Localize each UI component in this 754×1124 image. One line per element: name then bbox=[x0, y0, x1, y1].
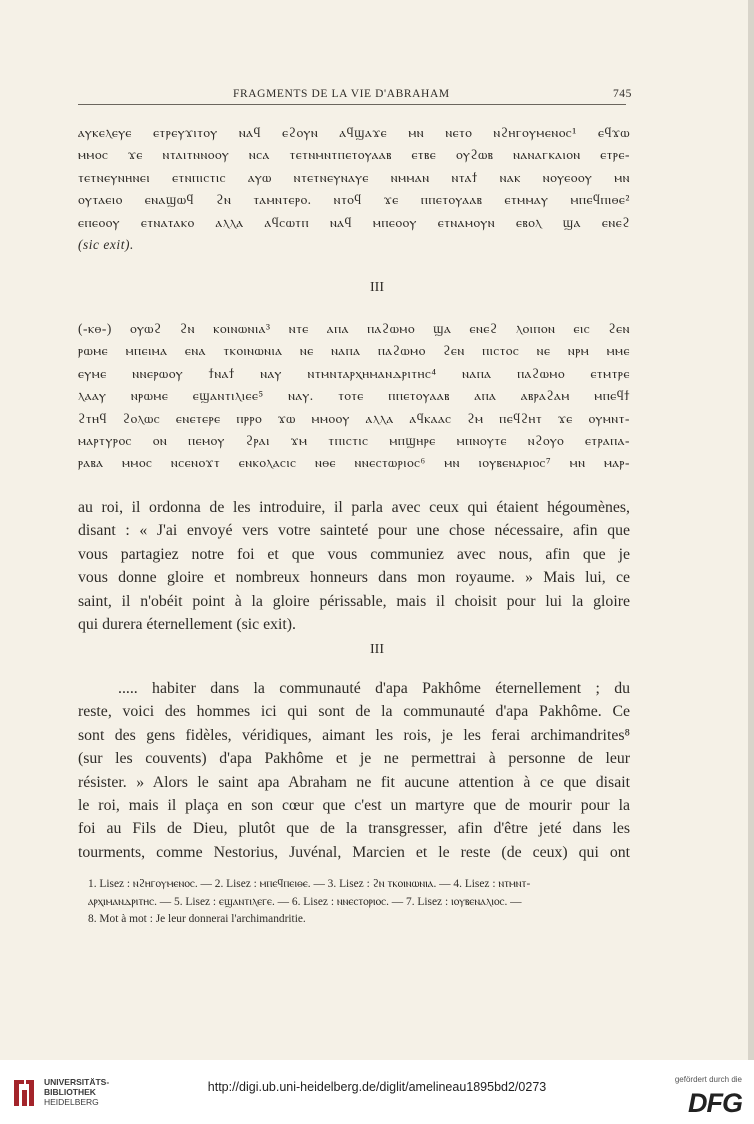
coptic-line: ⲣⲱⲙⲉ ⲙⲡⲉⲓⲙⲁ ⲉⲛⲁ ⲧⲕⲟⲓⲛⲱⲛⲓⲁ ⲛⲉ ⲛⲁⲡⲁ ⲡⲁϩⲱⲙⲟ ϩⲉⲛ ⲡⲓⲥⲧⲟⲥ ⲛⲉ ⲛⲣⲙ ⲙⲙⲉ bbox=[78, 343, 630, 359]
permalink-url[interactable]: http://digi.ub.uni-heidelberg.de/diglit/amelineau1895bd2/0273 bbox=[207, 1080, 547, 1094]
french-line: disant : « J'ai envoyé vers votre sainteté pour une chose nécessaire, afin que bbox=[78, 522, 630, 540]
dfg-logo: DFG bbox=[688, 1088, 742, 1118]
french-line: le roi, mais il plaça en son cœur que c'est un martyre que de mourir pour la bbox=[78, 797, 630, 815]
french-line: vous partagiez notre foi et que vous communiez avec nous, afin que je bbox=[78, 545, 630, 563]
french-translation-block-1 bbox=[78, 496, 630, 636]
coptic-line: (sic exit). bbox=[78, 237, 134, 253]
running-title: FRAGMENTS DE LA VIE D'ABRAHAM bbox=[233, 88, 450, 100]
coptic-line: ⲗⲁⲁⲩ ⲛⲣⲱⲙⲉ ⲉϣⲁⲛⲧⲓⲗⲓⲉⲉ⁵ ⲛⲁⲩ. ⲧⲟⲧⲉ ⲡⲡⲉⲧⲟⲩⲁⲁⲃ ⲁⲡⲁ ⲁⲃⲣⲁϩⲁⲙ ⲙⲡⲉϥϯ bbox=[78, 388, 630, 404]
coptic-line: ⲁⲩⲕⲉⲗⲉⲩⲉ ⲉⲧⲣⲉⲩϫⲓⲧⲟⲩ ⲛⲁϥ ⲉϩⲟⲩⲛ ⲁϥϣⲁϫⲉ ⲙⲛ ⲛⲉⲧⲟ ⲛϩⲏⲅⲟⲩⲙⲉⲛⲟⲥ¹ ⲉϥϫⲱ bbox=[78, 125, 630, 140]
library-name-line: BIBLIOTHEK bbox=[44, 1087, 96, 1097]
french-line: tourments, comme Nestorius, Juvénal, Marcien et le reste (de ceux) qui ont bbox=[78, 843, 630, 861]
page-number: 745 bbox=[612, 88, 632, 100]
french-line: foi au Fils de Dieu, plutôt que de la transgresser, afin d'être jeté dans les bbox=[78, 820, 630, 838]
footnote-line: 1. Lisez : ⲛϩⲏⲅⲟⲩⲙⲉⲛⲟⲥ. — 2. Lisez : ⲙⲡⲉϥⲡⲉⲓⲑⲉ. — 3. Lisez : ϩⲛ ⲧⲕⲟⲓⲛⲱⲛⲓⲁ. — 4. Lisez : ⲛⲧⲙⲛⲧ- bbox=[88, 878, 531, 890]
coptic-line: ϩⲧⲏϥ ϩⲟⲗⲱⲥ ⲉⲛⲉⲧⲉⲣⲉ ⲡⲣⲣⲟ ϫⲱ ⲙⲙⲟⲟⲩ ⲁⲗⲗⲁ ⲁϥⲕⲁⲁⲥ ϩⲙ ⲡⲉϥϩⲏⲧ ϫⲉ ⲟⲩⲙⲛⲧ- bbox=[78, 410, 630, 426]
coptic-text-block-2 bbox=[78, 318, 630, 475]
coptic-text-block-1 bbox=[78, 122, 630, 256]
french-line: ..... habiter dans la communauté d'apa Pakhôme éternellement ; du bbox=[118, 680, 630, 697]
coptic-line: ⲉⲡⲉⲟⲟⲩ ⲉⲧⲛⲁⲧⲁⲕⲟ ⲁⲗⲗⲁ ⲁϥⲥⲱⲧⲡ ⲛⲁϥ ⲙⲡⲉⲟⲟⲩ ⲉⲧⲛⲁⲙⲟⲩⲛ ⲉⲃⲟⲗ ϣⲁ ⲉⲛⲉϩ bbox=[78, 214, 630, 230]
french-line: résister. » Alors le saint apa Abraham ne fit aucune attention à ce que disait bbox=[78, 773, 630, 791]
coptic-line: ⲧⲉⲧⲛⲉⲩⲛⲏⲛⲉⲓ ⲉⲧⲛⲡⲓⲥⲧⲓⲥ ⲁⲩⲱ ⲛⲧⲉⲧⲛⲉⲩⲛⲁⲩⲉ ⲛⲙⲙⲁⲛ ⲛⲧⲁϯ ⲛⲁⲕ ⲛⲟⲩⲉⲟⲟⲩ ⲙⲛ bbox=[78, 169, 630, 185]
footnotes bbox=[88, 876, 630, 929]
library-name-line: HEIDELBERG bbox=[44, 1097, 99, 1107]
sponsor-caption: gefördert durch die bbox=[674, 1075, 742, 1084]
footnote-line: ⲁⲣⲭⲓⲙⲁⲛⲇⲣⲓⲧⲏⲥ. — 5. Lisez : ⲉϣⲁⲛⲧⲓⲗⲉⲅⲉ. — 6. Lisez : ⲛⲛⲉⲥⲧⲟⲣⲓⲟⲥ. — 7. Lisez : ⲓⲟⲩⲃⲉⲛⲁⲗⲓⲟⲥ. — bbox=[88, 895, 522, 908]
french-line: vous donne gloire et nombreux honneurs dans mon royaume. » Mais lui, ce bbox=[78, 569, 630, 587]
french-line: sont des gens fidèles, véridiques, aimant les rois, je les ferai archimandrites⁸ bbox=[78, 726, 630, 744]
coptic-line: ⲙⲙⲟⲥ ϫⲉ ⲛⲧⲁⲓⲧⲛⲛⲟⲟⲩ ⲛⲥⲁ ⲧⲉⲧⲛⲙⲛⲧⲡⲉⲧⲟⲩⲁⲁⲃ ⲉⲧⲃⲉ ⲟⲩϩⲱⲃ ⲛⲁⲛⲁⲅⲕⲁⲓⲟⲛ ⲉⲧⲣⲉ- bbox=[78, 147, 630, 163]
french-line: saint, il n'obéit point à la gloire périssable, mais il choisit pour lui la gloire bbox=[78, 592, 630, 610]
coptic-line: ⲉⲩⲙⲉ ⲛⲛⲉⲣⲱⲟⲩ ϯⲛⲁϯ ⲛⲁⲩ ⲛⲧⲙⲛⲧⲁⲣⲭⲏⲙⲁⲛⲇⲣⲓⲧⲏⲥ⁴ ⲛⲁⲡⲁ ⲡⲁϩⲱⲙⲟ ⲉⲧⲙⲧⲣⲉ bbox=[78, 365, 630, 381]
running-header bbox=[78, 88, 632, 105]
footnote-line: 8. Mot à mot : Je leur donnerai l'archimandritie. bbox=[88, 913, 306, 926]
section-heading-french: III bbox=[370, 642, 384, 657]
library-name-line: UNIVERSITÄTS- bbox=[44, 1077, 110, 1087]
french-line: au roi, il ordonna de les introduire, il parla avec ceux qui étaient hégoumènes, bbox=[78, 499, 630, 516]
french-line: qui durera éternellement (sic exit). bbox=[78, 616, 296, 634]
coptic-line: ⲣⲁⲃⲁ ⲙⲙⲟⲥ ⲛⲥⲉⲛⲟϫⲧ ⲉⲛⲕⲟⲗⲁⲥⲓⲥ ⲛⲑⲉ ⲛⲛⲉⲥⲧⲱⲣⲓⲟⲥ⁶ ⲙⲛ ⲓⲟⲩⲃⲉⲛⲁⲣⲓⲟⲥ⁷ ⲙⲛ ⲙⲁⲣ- bbox=[78, 455, 630, 471]
coptic-line: (-ⲕⲑ-) ⲟⲩⲱϩ ϩⲛ ⲕⲟⲓⲛⲱⲛⲓⲁ³ ⲛⲧⲉ ⲁⲡⲁ ⲡⲁϩⲱⲙⲟ ϣⲁ ⲉⲛⲉϩ ⲗⲟⲓⲡⲟⲛ ⲉⲓⲥ ϩⲉⲛ bbox=[78, 321, 630, 336]
french-line: (sur les couvents) d'apa Pakhôme et je ne permettrai à personne de leur bbox=[78, 750, 630, 768]
french-translation-block-2 bbox=[78, 677, 630, 864]
coptic-line: ⲙⲁⲣⲧⲩⲣⲟⲥ ⲟⲛ ⲡⲉⲙⲟⲩ ϩⲣⲁⲓ ϫⲙ ⲧⲡⲓⲥⲧⲓⲥ ⲙⲡϣⲏⲣⲉ ⲙⲡⲛⲟⲩⲧⲉ ⲛϩⲟⲩⲟ ⲉⲧⲣⲁⲡⲁ- bbox=[78, 433, 630, 449]
coptic-line: ⲟⲩⲧⲁⲉⲓⲟ ⲉⲛⲁϣⲱϥ ϩⲛ ⲧⲁⲙⲛⲧⲉⲣⲟ. ⲛⲧⲟϥ ϫⲉ ⲡⲡⲉⲧⲟⲩⲁⲁⲃ ⲉⲧⲙⲙⲁⲩ ⲙⲡⲉϥⲡⲓⲑⲉ² bbox=[78, 192, 630, 208]
section-heading-coptic: III bbox=[370, 280, 384, 295]
french-line: reste, voici des hommes ici qui sont de la communauté d'apa Pakhôme. Ce bbox=[78, 703, 630, 721]
